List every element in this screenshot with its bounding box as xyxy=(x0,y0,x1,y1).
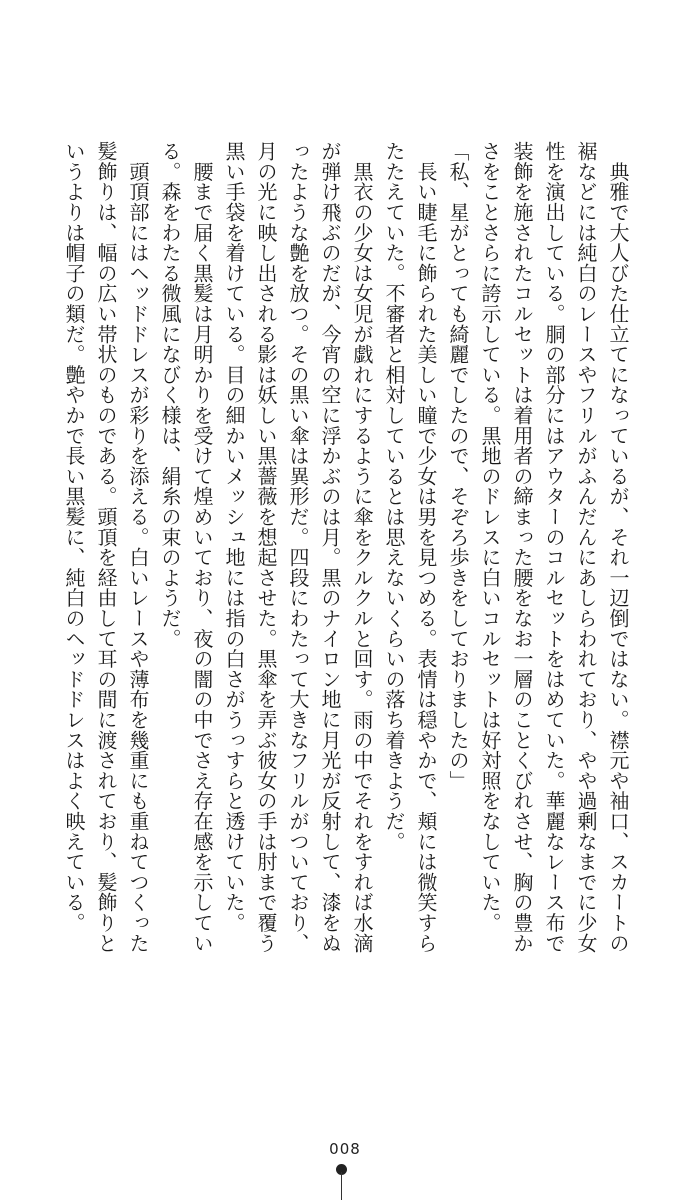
text-line: 月の光に映し出される影は妖しい黒薔薇を想起させた。黒傘を弄ぶ彼女の手は肘まで覆う xyxy=(254,141,278,953)
text-line: 典雅で大人びた仕立てになっているが、それ一辺倒ではない。襟元や袖口、スカートの xyxy=(606,141,630,953)
text-line: たたえていた。不審者と相対しているとは思えないくらいの落ち着きようだ。 xyxy=(382,141,406,852)
text-line: 髪飾りは、幅の広い帯状のものである。頭頂を経由して耳の間に渡されており、髪飾りと xyxy=(94,141,118,953)
body-text xyxy=(58,141,634,971)
text-line: 「私、星がとっても綺麗でしたので、そぞろ歩きをしておりましたの」 xyxy=(446,141,470,791)
text-line: 性を演出している。胴の部分にはアウターのコルセットをはめていた。華麗なレース布で xyxy=(542,141,566,953)
text-line: いうよりは帽子の類だ。艶やかで長い黒髪に、純白のヘッドドレスはよく映えている。 xyxy=(62,141,86,933)
text-line: が弾け飛ぶのだが、今宵の空に浮かぶのは月。黒のナイロン地に月光が反射して、漆をぬ xyxy=(318,141,342,953)
text-line: 腰まで届く黒髪は月明かりを受けて煌めいており、夜の闇の中でさえ存在感を示してい xyxy=(190,141,214,953)
text-line: る。森をわたる微風になびく様は、絹糸の束のようだ。 xyxy=(158,141,182,649)
text-line: 黒衣の少女は女児が戯れにするように傘をクルクルと回す。雨の中でそれをすれば水滴 xyxy=(350,141,374,953)
text-line: ったような艶を放つ。その黒い傘は異形だ。四段にわたって大きなフリルがついており、 xyxy=(286,141,310,953)
page-number: 008 xyxy=(329,1140,361,1158)
text-line: 頭頂部にはヘッドドレスが彩りを添える。白いレースや薄布を幾重にも重ねてつくった xyxy=(126,141,150,953)
text-line: 長い睫毛に飾られた美しい瞳で少女は男を見つめる。表情は穏やかで、頬には微笑すら xyxy=(414,141,438,953)
text-line: 裾などには純白のレースやフリルがふんだんにあしらわれており、やや過剰なまでに少女 xyxy=(574,141,598,953)
text-line: 装飾を施されたコルセットは着用者の締まった腰をなお一層のことくびれさせ、胸の豊か xyxy=(510,141,534,953)
text-line: さをことさらに誇示している。黒地のドレスに白いコルセットは好対照をなしていた。 xyxy=(478,141,502,933)
text-line: 黒い手袋を着けている。目の細かいメッシュ地には指の白さがうっすらと透けていた。 xyxy=(222,141,246,933)
page-marker-line xyxy=(341,1172,342,1200)
